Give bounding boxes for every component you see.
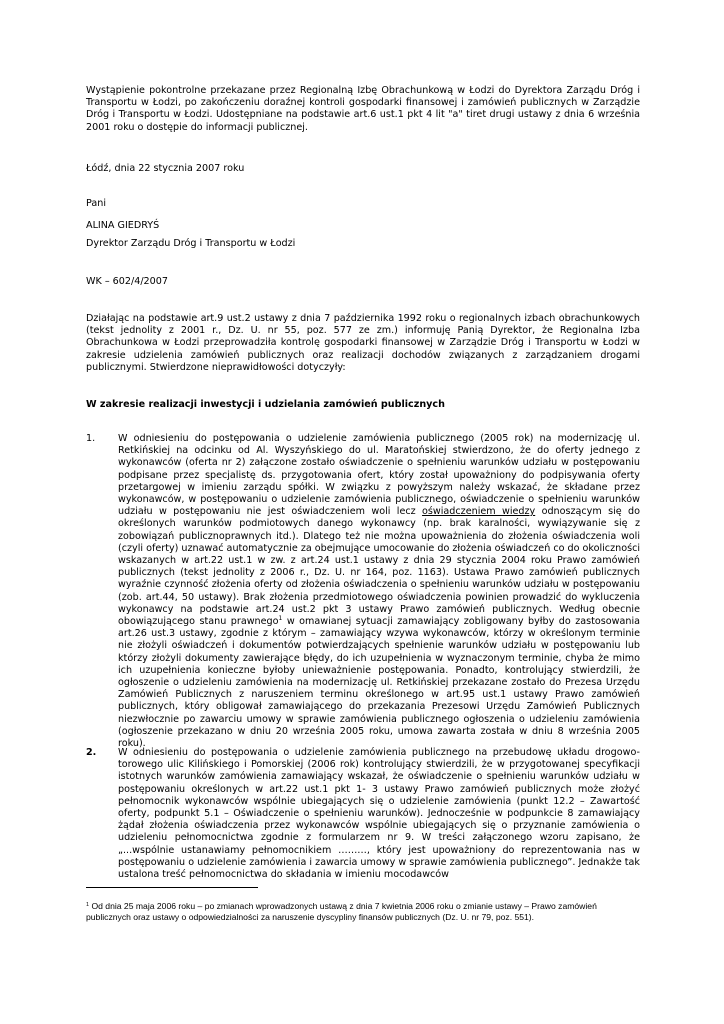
place-and-date: Łódź, dnia 22 stycznia 2007 roku (86, 163, 245, 174)
item-text: W odniesieniu do postępowania o udzielenie zamówienia publicznego na przebudowę układu drogowo-torowego ulic Kilińskiego i Pomorskiej (2006 rok) kontrolujący stwierdzili, że w przygotowanej specyfikacji istotnych warunków zamówienia zamawiający wskazał, że oświadczenie o spełnieniu warunków udziału w postępowaniu określonych w art.22 ust.1 pkt 1- 3 ustawy Prawo zamówień publicznych może złożyć pełnomocnik wykonawców wspólnie ubiegających się o udzielenie zamówienia (punkt 12.2 – Zawartość oferty, podpunkt 5.1 – Oświadczenie o spełnieniu warunków). Jednocześnie w podpunkcie 8 zamawiający żądał złożenia oświadczenia przez wykonawców wspólnie ubiegających się o przyznanie zamówienia o udzieleniu pełnomocnictwa zgodnie z formularzem nr 9. W treści załączonego wzoru zapisano, że „...wspólnie ustanawiamy pełnomocnikiem ………, który jest upoważniony do reprezentowania nas w postępowaniu o udzielenie zamówienia i zawarcia umowy w sprawie zamówienia publicznego”. Jednakże tak ustalona treść pełnomocnictwa do składania w imieniu mocodawców (118, 747, 640, 881)
recipient-title: Dyrektor Zarządu Dróg i Transportu w Łodzi (86, 238, 296, 249)
section-heading: W zakresie realizacji inwestycji i udzielania zamówień publicznych (86, 399, 445, 410)
salutation: Pani (86, 198, 106, 209)
item-text-part: odnoszącym się do określonych warunków podmiotowych danego wykonawcy (np. brak karalności, wywiązywanie się z zobowiązań publicznoprawnych itd.). Dlatego też nie można upoważnienia do złożenia oświadczenia woli (czyli oferty) uznawać automatycznie za obejmujące umocowanie do złożenia oświadczeń co do okoliczności wskazanych w art.22 ust.1 w zw. z art.24 ust.1 ustawy z dnia 29 stycznia 2004 roku Prawo zamówień publicznych (tekst jednolity z 2006 r., Dz. U. nr 164, poz. 1163). Ustawa Prawo zamówień publicznych wyraźnie czynność złożenia oferty od złożenia oświadczenia o spełnieniu warunków udziału w postępowaniu (zob. art.44, 50 ustawy). Brak złożenia przedmiotowego oświadczenia powinien prowadzić do wykluczenia wykonawcy na podstawie art.24 ust.2 pkt 3 ustawy Prawo zamówień publicznych. Według obecnie obowiązującego stanu prawnego (118, 506, 641, 628)
footnote-text: Od dnia 25 maja 2006 roku – po zmianach wprowadzonych ustawą z dnia 7 kwietnia 2006 roku o zmianie ustawy – Prawo zamówień publicznych oraz ustawy o odpowiedzialności za naruszenie dyscypliny finansów publicznych (Dz. U. nr 79, poz. 551). (86, 901, 597, 922)
item-text-part: W odniesieniu do postępowania o udzielenie zamówienia publicznego (2005 rok) na modernizację ul. Retkińskiej na odcinku od Al. Wyszyńskiego do ul. Maratońskiej stwierdzono, że do oferty jednego z wykonawców (oferta nr 2) załączone zostało oświadczenie o spełnieniu warunków udziału w postępowaniu podpisane przez specjalistę ds. przygotowania ofert, który został upoważniony do podpisywania oferty przetargowej w imieniu zarządu spółki. W związku z powyższym należy wskazać, że składane przez wykonawców, w postępowaniu o udzielenie zamówienia publicznego, oświadczenie o spełnieniu warunków udziału w postępowaniu nie jest oświadczeniem woli lecz (118, 433, 640, 518)
item-text (118, 433, 640, 750)
case-number: WK – 602/4/2007 (86, 276, 168, 287)
intro-paragraph: Wystąpienie pokontrolne przekazane przez Regionalną Izbę Obrachunkową w Łodzi do Dyrektora Zarządu Dróg i Transportu w Łodzi, po zakończeniu doraźnej kontroli gospodarki finansowej i zamówień publicznych w Zarządzie Dróg i Transportu w Łodzi. Udostępniane na podstawie art.6 ust.1 pkt 4 lit "a" tiret drugi ustawy z dnia 6 września 2001 roku o dostępie do informacji publicznej. (86, 85, 640, 133)
underlined-phrase: oświadczeniem wiedzy (422, 506, 536, 518)
opening-paragraph: Działając na podstawie art.9 ust.2 ustawy z dnia 7 października 1992 roku o regionalnych izbach obrachunkowych (tekst jednolity z 2001 r., Dz. U. nr 55, poz. 577 ze zm.) informuję Panią Dyrektor, że Regionalna Izba Obrachunkowa w Łodzi przeprowadziła kontrolę gospodarki finansowej w Zarządzie Dróg i Transportu w Łodzi w zakresie udzielenia zamówień publicznych oraz realizacji dochodów związanych z zarządzaniem drogami publicznymi. Stwierdzone nieprawidłowości dotyczyły: (86, 313, 640, 373)
footnote (86, 901, 640, 922)
footnote-reference: 1 (278, 615, 283, 623)
item-number: 2. (86, 747, 97, 758)
recipient-name: ALINA GIEDRYŚ (86, 220, 160, 231)
item-number: 1. (86, 433, 96, 444)
footnote-separator (86, 887, 258, 888)
footnote-marker: 1 (86, 902, 90, 908)
item-text-part: w omawianej sytuacji zamawiający zobligowany byłby do zastosowania art.26 ust.3 ustawy, zgodnie z którym – zamawiający wzywa wykonawców, którzy w określonym terminie nie złożyli oświadczeń i dokumentów potwierdzających spełnienie warunków udziału w postępowaniu lub którzy złożyli dokumenty zawierające błędy, do ich uzupełnienia w wyznaczonym terminie, chyba że mimo ich uzupełnienia konieczne byłoby unieważnienie postępowania. Ponadto, kontrolujący stwierdzili, że ogłoszenie o udzieleniu zamówienia na modernizację ul. Retkińskiej przekazane zostało do Prezesa Urzędu Zamówień Publicznych z naruszeniem terminu określonego w art.95 ust.1 ustawy Prawo zamówień publicznych, który obligował zamawiającego do przekazania Prezesowi Urzędu Zamówień Publicznych niezwłocznie po zawarciu umowy w sprawie zamówienia publicznego ogłoszenia o udzieleniu zamówienia (ogłoszenie przekazano w dniu 20 września 2005 roku, umowa zawarta została w dniu 8 września 2005 roku). (118, 616, 640, 750)
